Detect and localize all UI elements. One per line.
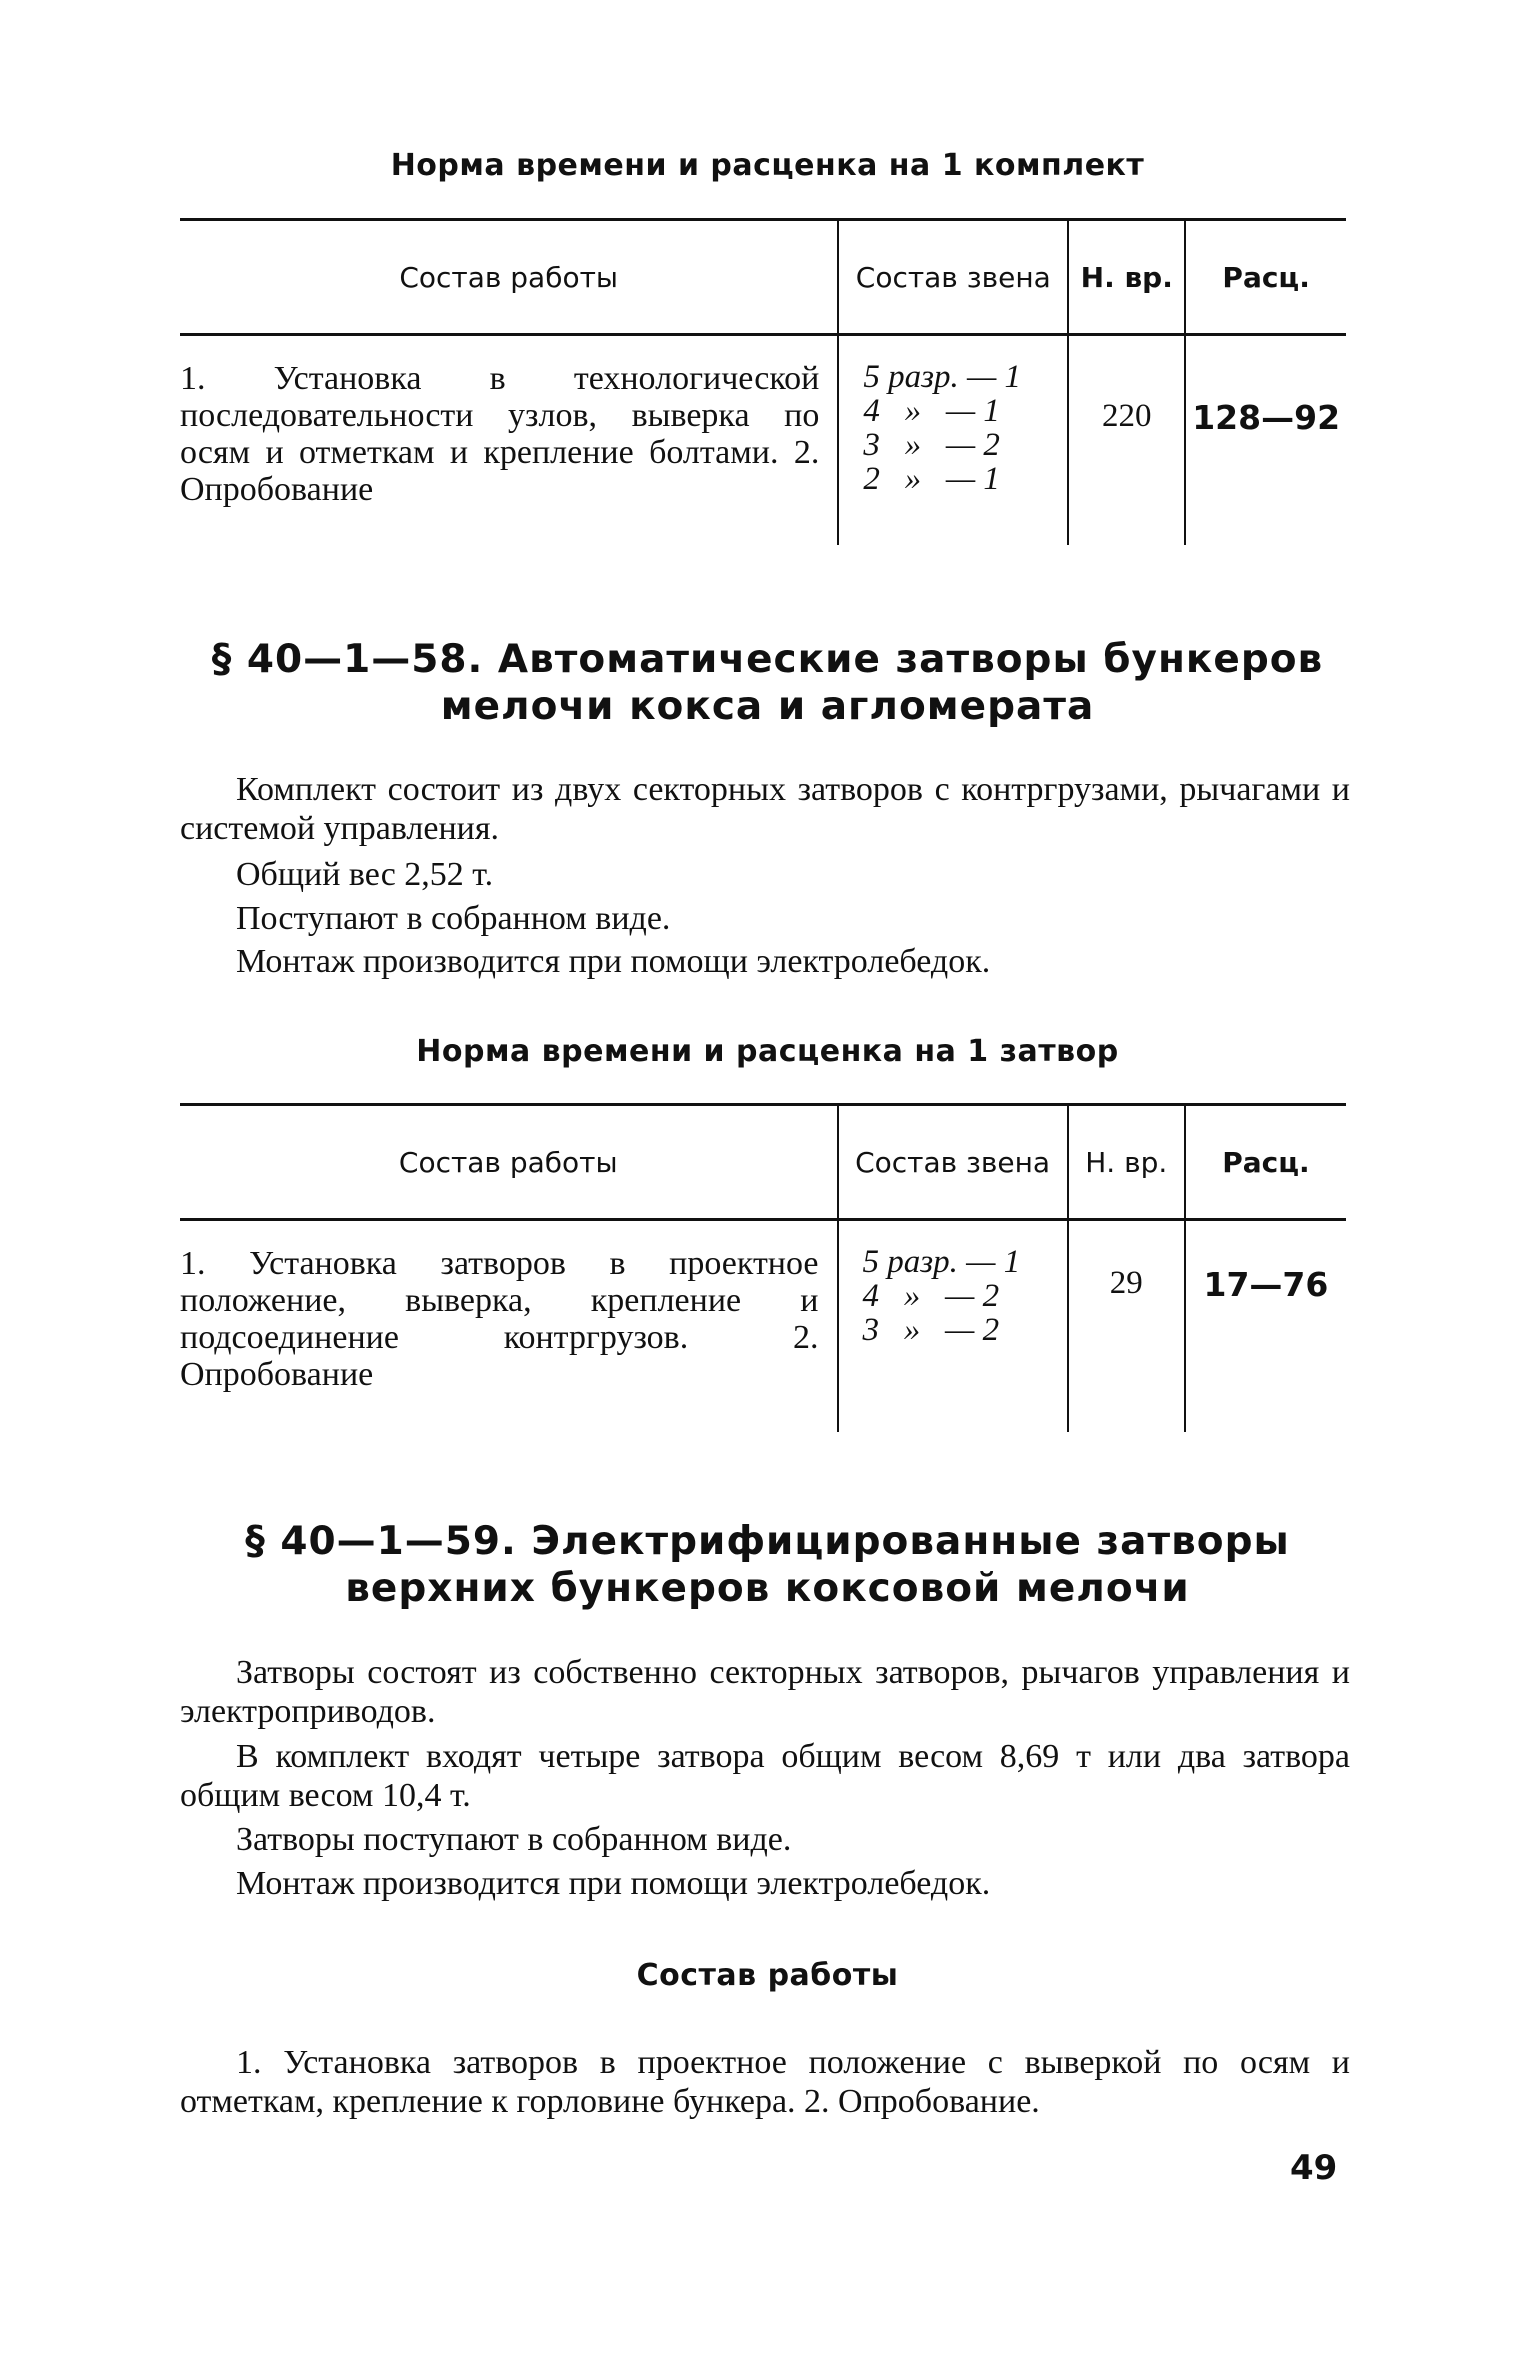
table1-crew-cell (838, 335, 1068, 545)
section59-paragraph-4: Монтаж производится при помощи электролебедок. (236, 1865, 991, 1902)
section58-paragraph-1: Комплект состоит из двух секторных затворов с контргрузами, рычагами и системой управления. (180, 771, 1350, 847)
table1-caption: Норма времени и расценка на 1 комплект (390, 148, 1145, 183)
table1-norm-time: 220 (1068, 335, 1185, 545)
crew-line: 4 » — 2 (862, 1278, 1000, 1314)
table1-header-rate: Расц. (1185, 220, 1346, 335)
section59-subheading: Состав работы (636, 1958, 899, 1993)
table2-header-rate: Расц. (1185, 1105, 1346, 1220)
table1-work-cell: 1. Установка в технологической последовательности узлов, выверка по осям и отметкам и крепление болтами. 2. Опробование (180, 360, 820, 508)
section59-paragraph-2: В комплект входят четыре затвора общим весом 8,69 т или два затвора общим весом 10,4 т. (180, 1738, 1350, 1814)
table2-work-cell: 1. Установка затворов в проектное положение, выверка, крепление и подсоединение контргрузов. 2. Опробование (180, 1245, 819, 1393)
section58-paragraph-3: Поступают в собранном виде. (236, 900, 671, 937)
table2-crew-cell (838, 1220, 1068, 1432)
section58-paragraph-2: Общий вес 2,52 т. (236, 856, 494, 893)
crew-line: 5 разр. — 1 (862, 1244, 1021, 1280)
section59-paragraph-1: Затворы состоят из собственно секторных затворов, рычагов управления и электроприводов. (180, 1654, 1350, 1730)
page-number: 49 (1290, 2148, 1338, 2188)
table2-rate: 17—76 (1185, 1220, 1346, 1432)
table2-caption: Норма времени и расценка на 1 затвор (416, 1034, 1119, 1069)
crew-line: 5 разр. — 1 (863, 359, 1022, 395)
crew-line: 2 » — 1 (863, 461, 1000, 497)
section59-work-text: 1. Установка затворов в проектное положение с выверкой по осям и отметкам, крепление к горловине бункера. 2. Опробование. (180, 2044, 1350, 2120)
section58-title: § 40—1—58. Автоматические затворы бункеров мелочи кокса и агломерата (211, 637, 1324, 729)
crew-line: 3 » — 2 (863, 427, 1000, 463)
table2-header-norm-time: Н. вр. (1068, 1105, 1185, 1220)
table2-header-work: Состав работы (180, 1105, 838, 1220)
crew-line: 3 » — 2 (862, 1312, 1000, 1348)
table2 (180, 1103, 1346, 1432)
table1-header-crew: Состав звена (838, 220, 1068, 335)
table1-rate: 128—92 (1185, 335, 1346, 545)
section59-title: § 40—1—59. Электрифицированные затворы верхних бункеров коксовой мелочи (245, 1519, 1290, 1611)
table-row (180, 1220, 1346, 1432)
table2-header-crew: Состав звена (838, 1105, 1068, 1220)
table1-header-norm-time: Н. вр. (1068, 220, 1185, 335)
table-row (180, 335, 1346, 545)
section58-paragraph-4: Монтаж производится при помощи электролебедок. (236, 943, 991, 980)
table1 (180, 218, 1346, 545)
section59-paragraph-3: Затворы поступают в собранном виде. (236, 1821, 792, 1858)
table2-norm-time: 29 (1068, 1220, 1185, 1432)
table1-header-work: Состав работы (180, 220, 838, 335)
crew-line: 4 » — 1 (863, 393, 1000, 429)
